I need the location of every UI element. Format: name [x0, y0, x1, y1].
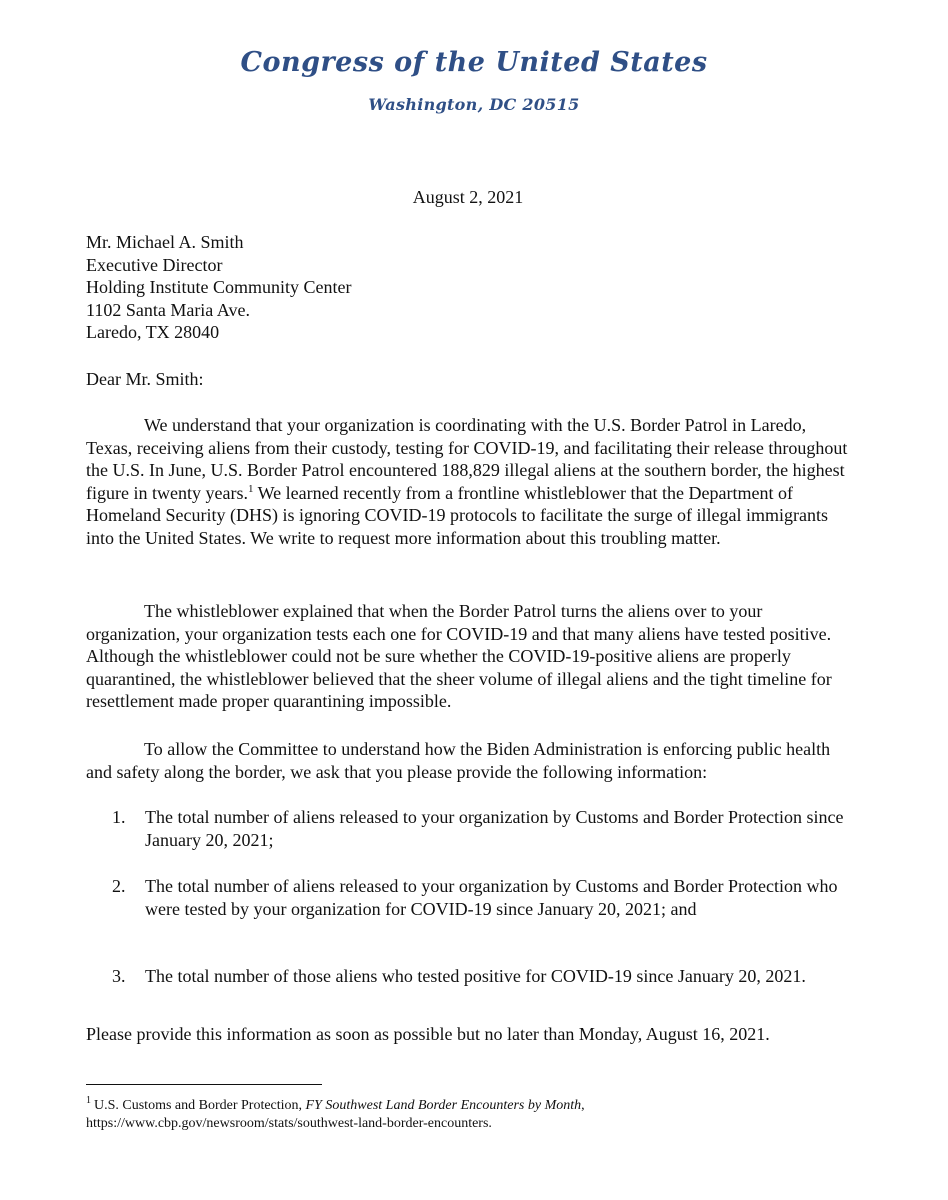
footnote-source: U.S. Customs and Border Protection,	[94, 1098, 306, 1113]
footnote-punctuation: ,	[581, 1098, 585, 1113]
paragraph-2: The whistleblower explained that when the Border Patrol turns the aliens over to your organization, your organization tests each one for COVID-19 and that many aliens have tested positive. Although the whistleblower could not be sure whether the COVID-19-positive aliens are properly quarantined, the whistleblower believed that the sheer volume of illegal aliens and the tight timeline for resettlement made proper quarantining impossible.	[86, 601, 832, 711]
footnote-line-1	[86, 1097, 886, 1115]
letterhead-title: Congress of the United States	[240, 47, 708, 78]
request-number: 1.	[112, 807, 126, 827]
letterhead-subtitle: Washington, DC 20515	[368, 95, 580, 114]
closing-paragraph: Please provide this information as soon as possible but no later than Monday, August 16, 2021.	[86, 1024, 770, 1044]
salutation: Dear Mr. Smith:	[86, 369, 204, 389]
recipient-title: Executive Director	[86, 254, 223, 275]
footnote	[86, 1097, 886, 1133]
footnote-reference: 1	[247, 482, 254, 495]
footnote-divider	[86, 1084, 322, 1085]
request-number: 3.	[112, 966, 126, 986]
request-text: The total number of aliens released to your organization by Customs and Border Protection since January 20, 2021;	[145, 807, 844, 850]
request-text: The total number of those aliens who tested positive for COVID-19 since January 20, 2021.	[145, 966, 806, 986]
recipient-street: 1102 Santa Maria Ave.	[86, 299, 250, 320]
recipient-address	[86, 231, 856, 344]
footnote-marker: 1	[86, 1095, 91, 1107]
recipient-city: Laredo, TX 28040	[86, 322, 220, 342]
paragraph-1-text-b: We learned recently from a frontline whistleblower that the Department of Homeland Security (DHS) is ignoring COVID-19 protocols to facilitate the surge of illegal immigrants into the United States. We write to request more information about this troubling matter.	[86, 482, 829, 548]
request-text: The total number of aliens released to your organization by Customs and Border Protection who were tested by your organization for COVID-19 since January 20, 2021; and	[145, 876, 838, 919]
letter-date: August 2, 2021	[412, 187, 524, 207]
footnote-report-title: FY Southwest Land Border Encounters by Month	[305, 1098, 582, 1113]
paragraph-3: To allow the Committee to understand how the Biden Administration is enforcing public health and safety along the border, we ask that you please provide the following information:	[86, 739, 831, 782]
recipient-name: Mr. Michael A. Smith	[86, 232, 244, 252]
recipient-organization: Holding Institute Community Center	[86, 277, 352, 297]
paragraph-1	[86, 414, 856, 549]
paragraph-1-text-a: We understand that your organization is coordinating with the U.S. Border Patrol in Laredo, Texas, receiving aliens from their custody, testing for COVID-19, and facilitating their release throughout the U.S. In June, U.S. Border Patrol encountered 188,829 illegal aliens at the southern border, the highest figure in twenty years.	[86, 415, 848, 503]
footnote-url[interactable]: https://www.cbp.gov/newsroom/stats/southwest-land-border-encounters.	[86, 1116, 492, 1131]
request-number: 2.	[112, 876, 126, 896]
